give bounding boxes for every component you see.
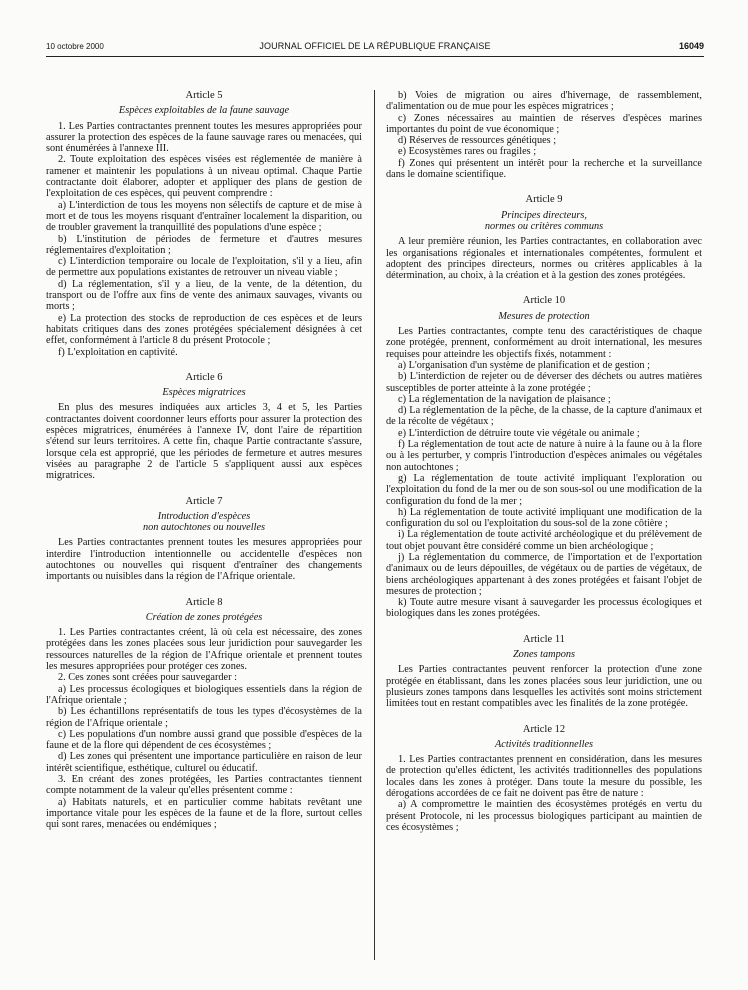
header-date: 10 octobre 2000 [46,42,104,51]
paragraph: Les Parties contractantes prennent toutes les mesures appropriées pour interdire l'introduction intentionnelle ou accidentelle d'espèces non autochtones ou nouvelles qui risquent d'entraîner des changements importants ou nuisibles dans la région de l'Afrique orientale. [46,537,362,583]
article-title: Zones tampons [512,649,576,661]
paragraph: b) Les échantillons représentatifs de tous les types d'écosystèmes de la région de l'Afrique orientale ; [46,706,362,729]
article-heading: Article 8 [185,596,223,608]
paragraph: b) Voies de migration ou aires d'hivernage, de rassemblement, d'alimentation ou de mue pour les espèces migratrices ; [386,90,702,113]
article-title: Création de zones protégées [145,611,263,623]
paragraph: a) L'organisation d'un système de planification et de gestion ; [398,359,651,371]
paragraph: a) Les processus écologiques et biologiques essentiels dans la région de l'Afrique orientale ; [46,683,362,706]
paragraph: f) L'exploitation en captivité. [58,346,178,358]
article-6 [46,372,362,482]
header-rule [46,56,704,57]
paragraph: e) La protection des stocks de reproduction de ces espèces et de leurs habitats critiques dans des zones protégées spécialement désignées à cet effet, conformément à l'article 8 du présent Protocole ; [46,312,362,347]
article-8-continued [386,90,702,180]
paragraph: 1. Les Parties contractantes prennent en considération, dans les mesures de protection qu'elles édictent, les activités traditionnelles des populations locales dans les zones à protéger. Dans toute la mesure du possible, les dérogations accordées de ce fait ne doivent pas être de nature : [386,754,702,800]
paragraph: En plus des mesures indiquées aux articles 3, 4 et 5, les Parties contractantes doivent coordonner leurs efforts pour assurer la protection des espèces migratrices, énumérées à l'annexe IV, dont l'aire de répartition s'étend sur leurs territoires. A cette fin, chaque Partie contractante s'assure, lorsque cela est approprié, que les périodes de fermeture et autres mesures visées au paragraphe 2 de l'article 5 s'appliquent aussi aux espèces migratrices. [46,402,362,482]
article-title: Espèces exploitables de la faune sauvage [118,105,290,117]
paragraph: Les Parties contractantes peuvent renforcer la protection d'une zone protégée en établissant, dans les zones placées sous leur juridiction, une ou plusieurs zones tampons dans lesquelles les activités sont moins strictement limitées tout en restant compatibles avec les finalités de la zone protégée. [386,664,702,710]
article-title: Mesures de protection [498,310,590,322]
header-title: JOURNAL OFFICIEL DE LA RÉPUBLIQUE FRANÇAISE [259,41,491,51]
paragraph: 2. Toute exploitation des espèces visées est réglementée de manière à ramener et maintenir les populations à un niveau optimal. Chaque Partie contractante doit élaborer, adopter et appliquer des plans de gestion de l'exploitation de ces espèces, qui peuvent comprendre : [46,154,362,200]
article-title [386,210,702,233]
paragraph: j) La réglementation du commerce, de l'importation et de l'exportation d'animaux ou de leurs dépouilles, de végétaux ou de parties de végétaux, de biens archéologiques appartenant à des zones protégées et faisant l'objet de mesures de protection ; [386,551,702,597]
article-9 [386,194,702,281]
article-heading: Article 11 [523,633,565,645]
paragraph: k) Toute autre mesure visant à sauvegarder les processus écologiques et biologiques dans les zones protégées. [386,597,702,620]
paragraph: c) L'interdiction temporaire ou locale de l'exploitation, s'il y a lieu, afin de permettre aux populations existantes de retrouver un niveau viable ; [46,256,362,279]
paragraph: e) Ecosystèmes rares ou fragiles ; [398,146,537,158]
article-heading: Article 12 [522,723,566,735]
paragraph: Les Parties contractantes, compte tenu des caractéristiques de chaque zone protégée, prennent, conformément au droit international, les mesures requises pour atteindre les objectifs fixés, notamment : [386,326,702,360]
paragraph: d) La réglementation, s'il y a lieu, de la vente, de la détention, du transport ou de l'offre aux fins de vente des animaux sauvages, vivants ou morts ; [46,278,362,313]
paragraph: A leur première réunion, les Parties contractantes, en collaboration avec les organisations régionales et internationales compétentes, formulent et adoptent des principes directeurs, normes ou critères applicables à la détermination, au choix, à la création et à la gestion des zones protégées. [386,236,702,282]
paragraph: e) L'interdiction de détruire toute vie végétale ou animale ; [398,427,640,439]
paragraph: d) Réserves de ressources génétiques ; [398,135,557,147]
article-title-line: non autochtones ou nouvelles [142,522,266,534]
article-12 [386,724,702,834]
article-5 [46,90,362,358]
paragraph: c) Les populations d'un nombre aussi grand que possible d'espèces de la faune et de la flore qui dépendent de ces écosystèmes ; [46,728,362,752]
article-heading: Article 5 [185,90,223,101]
paragraph: f) Zones qui présentent un intérêt pour la recherche et la surveillance dans le domaine scientifique. [386,157,702,181]
header-page-number: 16049 [678,41,704,51]
paragraph: a) A compromettre le maintien des écosystèmes protégés en vertu du présent Protocole, ni les processus biologiques participant au maintien de ces écosystèmes ; [386,799,702,833]
paragraph: 1. Les Parties contractantes créent, là où cela est nécessaire, des zones protégées dans les zones placées sous leur juridiction pour sauvegarder les ressources naturelles de la région de l'Afrique orientale et prennent toutes les mesures appropriées pour protéger ces zones. [46,627,362,673]
article-heading: Article 7 [185,495,223,507]
paragraph: a) L'interdiction de tous les moyens non sélectifs de capture et de mise à mort et de tous les moyens risquant d'entraîner localement la disparition, ou de troubler gravement la tranquillité des populations d'une espèce ; [46,199,362,234]
paragraph: h) La réglementation de toute activité impliquant une modification de la configuration du sol ou l'exploitation du sous-sol de la zone côtière ; [386,506,702,530]
paragraph: c) Zones nécessaires au maintien de réserves d'espèces marines importantes du point de vue économique ; [386,112,702,135]
article-title [46,511,362,534]
paragraph: d) Les zones qui présentent une importance particulière en raison de leur intérêt scientifique, esthétique, culturel ou éducatif. [46,751,362,774]
article-heading: Article 6 [185,371,223,383]
article-title-line: Principes directeurs, [501,209,587,221]
paragraph: g) La réglementation de toute activité impliquant l'exploration ou l'exploitation du fond de la mer ou de son sous-sol ou une modification de la configuration du fond de la mer ; [386,472,702,507]
paragraph: 3. En créant des zones protégées, les Parties contractantes tiennent compte notamment de la valeur qu'elles présentent comme : [46,774,362,797]
column-divider [374,90,375,960]
paragraph: 1. Les Parties contractantes prennent toutes les mesures appropriées pour assurer la protection des espèces de la faune sauvage rares ou menacées, qui sont énumérées à l'annexe III. [46,120,362,155]
left-column [46,90,362,831]
article-title: Espèces migratrices [162,387,246,399]
article-heading: Article 9 [525,194,563,206]
article-title: Activités traditionnelles [494,738,594,750]
article-7 [46,496,362,583]
paragraph: 2. Ces zones sont créées pour sauvegarder : [58,672,237,684]
right-column [386,90,702,833]
paragraph: a) Habitats naturels, et en particulier comme habitats revêtant une importance vitale pour les espèces de la faune et de la flore, surtout celles qui sont rares, menacées ou endémiques ; [46,796,362,831]
paragraph: c) La réglementation de la navigation de plaisance ; [398,393,611,405]
article-10 [386,295,702,619]
article-11 [386,634,702,710]
paragraph: i) La réglementation de toute activité archéologique et du prélèvement de tout objet pouvant être considéré comme un bien archéologique ; [386,529,702,552]
page-header [46,42,704,56]
article-heading: Article 10 [522,295,566,307]
paragraph: d) La réglementation de la pêche, de la chasse, de la capture d'animaux et de la récolte de végétaux ; [386,405,702,428]
article-8 [46,597,362,831]
paragraph: b) L'interdiction de rejeter ou de déverser des déchets ou autres matières susceptibles de porter atteinte à la zone protégée ; [386,371,702,394]
article-title-line: normes ou critères communs [484,220,604,232]
paragraph: b) L'institution de périodes de fermeture et d'autres mesures réglementaires d'exploitation ; [46,233,362,256]
article-title-line: Introduction d'espèces [157,510,251,522]
paragraph: f) La réglementation de tout acte de nature à nuire à la faune ou à la flore ou à les perturber, y compris l'introduction d'espèces animales ou végétales non autochtones ; [386,439,702,473]
